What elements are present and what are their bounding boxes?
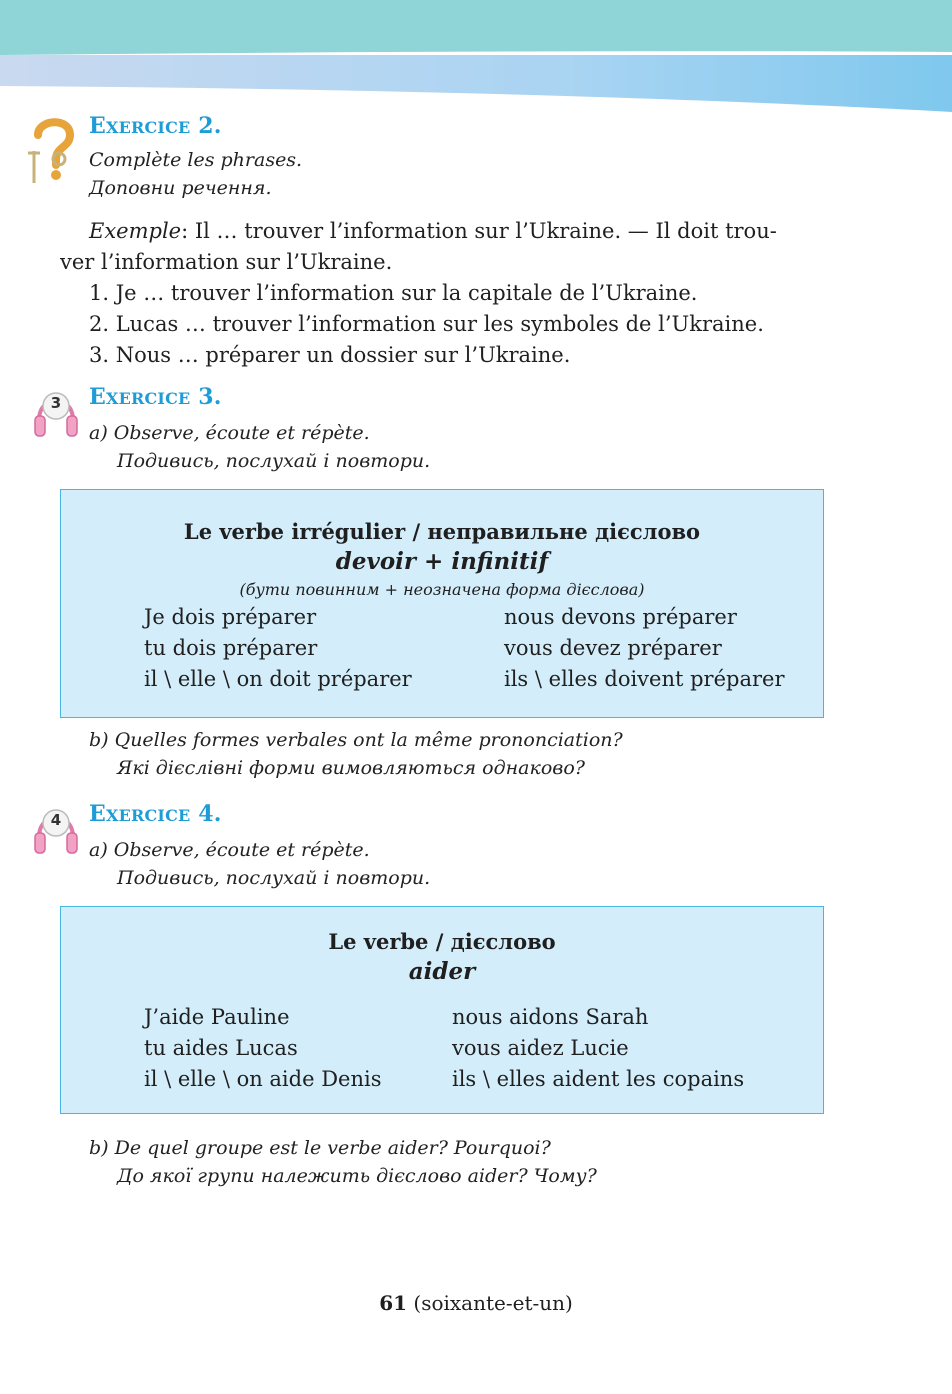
ex2-item-2: 2. Lucas … trouver l’information sur les symboles de l’Ukraine.: [89, 312, 764, 336]
ex4-b-fr: b) De quel groupe est le verbe aider? Pourquoi?: [89, 1137, 551, 1159]
conj-right-1: nous aidons Sarah: [452, 1005, 649, 1029]
question-mark-key-icon: [24, 113, 80, 185]
audio-track-number: 3: [50, 394, 62, 412]
ex3-a-fr: a) Observe, écoute et répète.: [89, 422, 370, 444]
ex4-a-uk: Подивись, послухай і повтори.: [117, 867, 431, 889]
box-heading: Le verbe / дієслово: [328, 929, 556, 954]
ex3-a-uk: Подивись, послухай і повтори.: [117, 450, 431, 472]
box-note: (бути повинним + неозначена форма дієслова): [239, 580, 645, 599]
headphones-icon[interactable]: [34, 803, 78, 857]
ex3-b-uk: Які дієслівні форми вимовляються однаково?: [117, 757, 585, 779]
audio-track-number: 4: [50, 811, 62, 829]
header-band: [0, 0, 952, 118]
box-heading: Le verbe irrégulier / неправильне дієслово: [183, 519, 701, 544]
ex2-instruction-fr: Complète les phrases.: [89, 149, 303, 171]
ex2-instruction-uk: Доповни речення.: [89, 177, 272, 199]
ex2-example-cont: ver l’information sur l’Ukraine.: [60, 250, 393, 274]
ex3-b-fr: b) Quelles formes verbales ont la même prononciation?: [89, 729, 623, 751]
conj-left-1: J’aide Pauline: [144, 1005, 290, 1029]
conjugation-box-aider: [60, 906, 824, 1114]
conj-right-1: nous devons préparer: [504, 605, 737, 629]
box-formula: devoir + infinitif: [335, 548, 549, 575]
ex2-item-1: 1. Je … trouver l’information sur la capitale de l’Ukraine.: [89, 281, 698, 305]
exercise-2-title: EXERCICE 2.: [89, 113, 222, 139]
ex2-example: Exemple: Il … trouver l’information sur l’Ukraine. — Il doit trou-: [89, 219, 777, 243]
headphones-icon[interactable]: [34, 386, 78, 440]
conj-left-1: Je dois préparer: [144, 605, 317, 629]
ex4-b-uk: До якої групи належить дієслово aider? Чому?: [117, 1165, 597, 1187]
conj-left-2: tu aides Lucas: [144, 1036, 298, 1060]
box-verb: aider: [408, 958, 476, 985]
conj-right-2: vous aidez Lucie: [452, 1036, 629, 1060]
conj-left-3: il \ elle \ on doit préparer: [144, 667, 412, 691]
conj-right-3: ils \ elles doivent préparer: [504, 667, 785, 691]
exercise-3-title: EXERCICE 3.: [89, 384, 222, 410]
conj-left-3: il \ elle \ on aide Denis: [144, 1067, 382, 1091]
ex4-a-fr: a) Observe, écoute et répète.: [89, 839, 370, 861]
page-number: 61 (soixante-et-un): [379, 1291, 573, 1315]
exercise-4-title: EXERCICE 4.: [89, 801, 222, 827]
ex2-item-3: 3. Nous … préparer un dossier sur l’Ukraine.: [89, 343, 571, 367]
conjugation-box-devoir: [60, 489, 824, 718]
conj-right-2: vous devez préparer: [504, 636, 722, 660]
conj-right-3: ils \ elles aident les copains: [452, 1067, 745, 1091]
conj-left-2: tu dois préparer: [144, 636, 318, 660]
